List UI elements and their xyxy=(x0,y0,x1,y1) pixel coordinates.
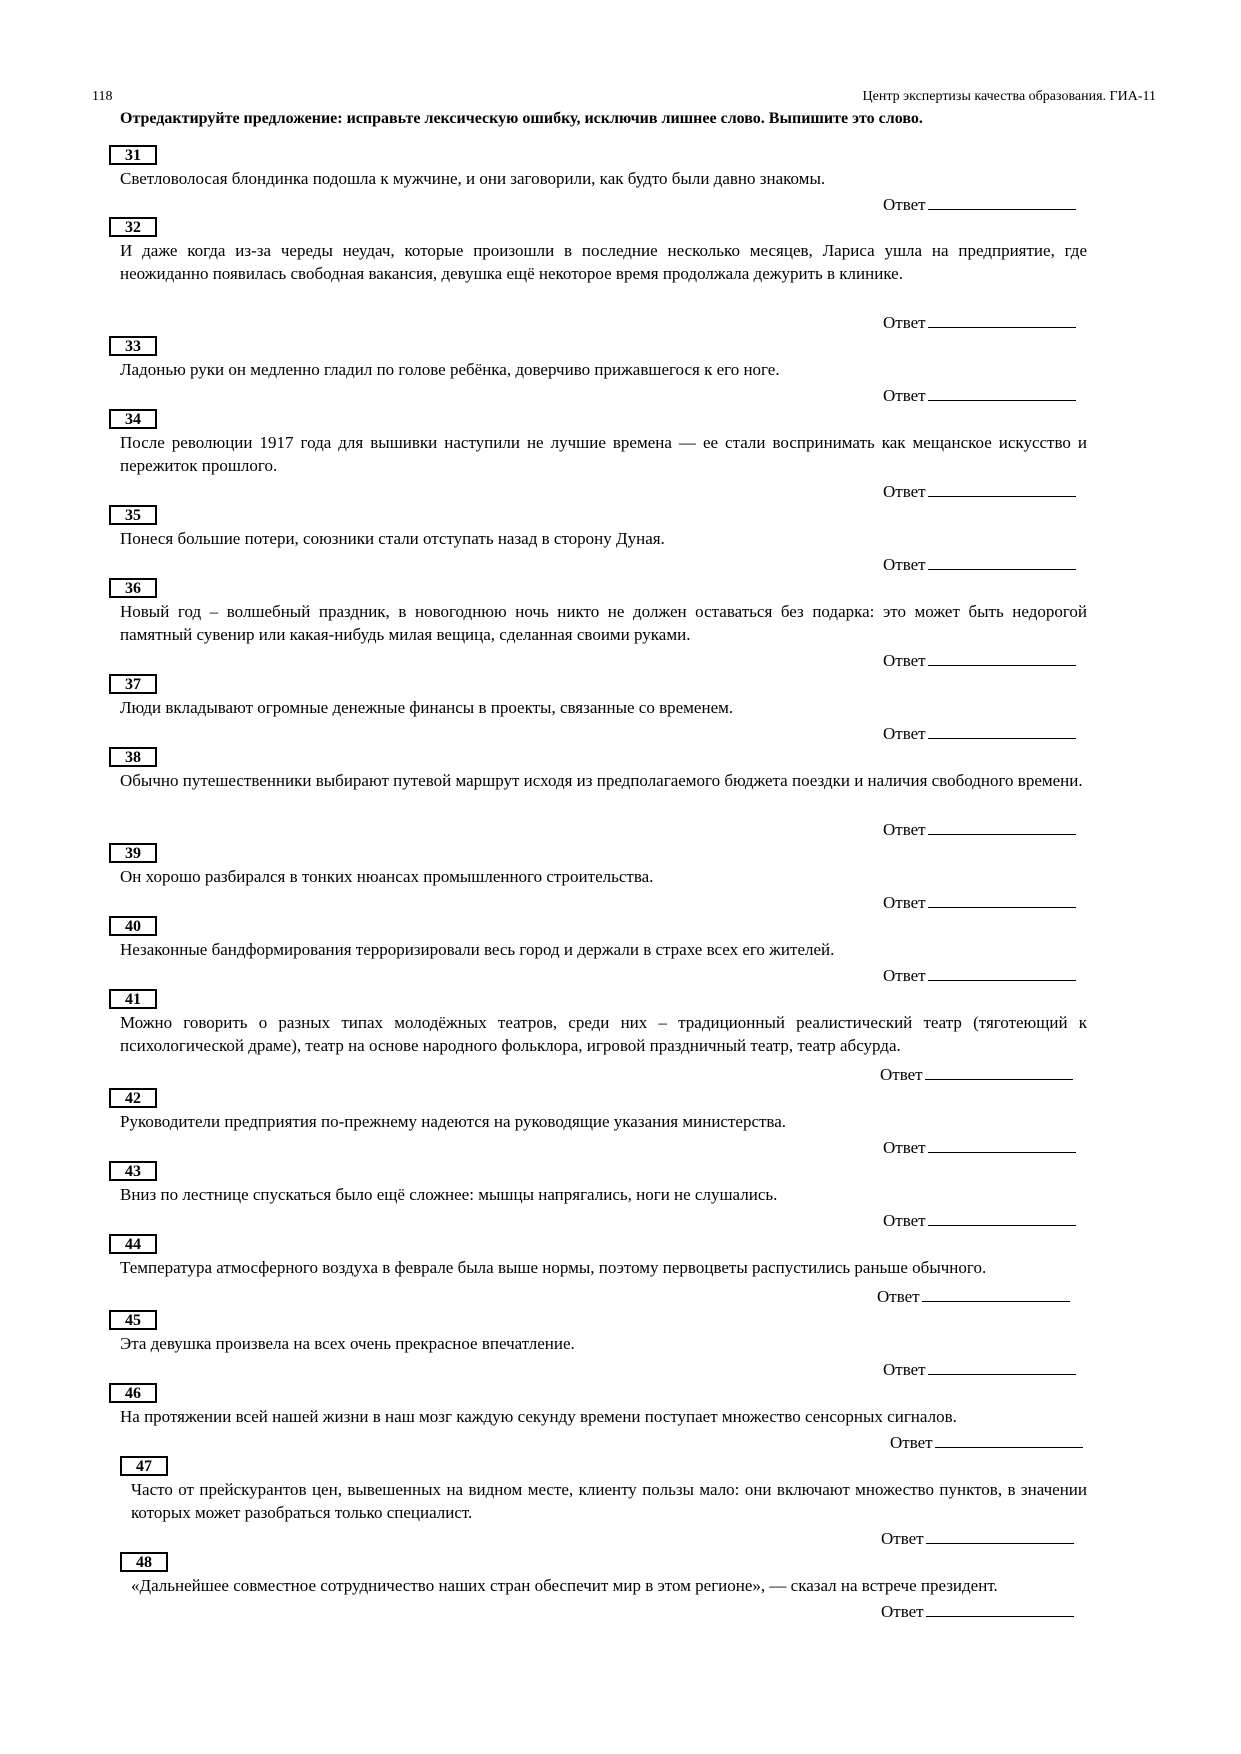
answer-label: Ответ xyxy=(883,195,926,214)
task-number-box: 48 xyxy=(120,1552,168,1572)
answer-label: Ответ xyxy=(883,966,926,985)
answer-label: Ответ xyxy=(883,555,926,574)
task-sentence: Температура атмосферного воздуха в феврале была выше нормы, поэтому первоцветы распустились раньше обычного. xyxy=(120,1258,987,1277)
answer-label: Ответ xyxy=(881,1529,924,1548)
answer-label: Ответ xyxy=(883,651,926,670)
answer-label: Ответ xyxy=(883,386,926,405)
task-sentence: «Дальнейшее совместное сотрудничество наших стран обеспечит мир в этом регионе», — сказал на встрече президент. xyxy=(131,1576,998,1595)
task-number-box: 44 xyxy=(109,1234,157,1254)
task-sentence: Люди вкладывают огромные денежные финансы в проекты, связанные со временем. xyxy=(120,698,734,717)
answer-blank-line[interactable] xyxy=(926,1600,1074,1617)
answer-blank-line[interactable] xyxy=(928,1209,1076,1226)
answer-blank-line[interactable] xyxy=(928,818,1076,835)
task-sentence: Он хорошо разбирался в тонких нюансах промышленного строительства. xyxy=(120,867,654,886)
task-number-box: 33 xyxy=(109,336,157,356)
task-number-box: 42 xyxy=(109,1088,157,1108)
answer-field[interactable] xyxy=(890,1431,1088,1453)
answer-label: Ответ xyxy=(883,1360,926,1379)
task-sentence: Вниз по лестнице спускаться было ещё сложнее: мышцы напрягались, ноги не слушались. xyxy=(120,1185,778,1204)
task-sentence: Часто от прейскурантов цен, вывешенных на видном месте, клиенту пользы мало: они включают множество пунктов, в значении которых может разобраться только специалист. xyxy=(131,1480,1087,1522)
task-number-box: 38 xyxy=(109,747,157,767)
answer-label: Ответ xyxy=(883,893,926,912)
task-sentence: Ладонью руки он медленно гладил по голове ребёнка, доверчиво прижавшегося к его ноге. xyxy=(120,360,780,379)
answer-blank-line[interactable] xyxy=(928,480,1076,497)
answer-field[interactable] xyxy=(883,480,1081,502)
answer-label: Ответ xyxy=(883,1211,926,1230)
answer-field[interactable] xyxy=(881,1600,1079,1622)
task-number-box: 43 xyxy=(109,1161,157,1181)
answer-label: Ответ xyxy=(883,313,926,332)
task-number-box: 39 xyxy=(109,843,157,863)
answer-field[interactable] xyxy=(883,722,1081,744)
task-sentence: Можно говорить о разных типах молодёжных театров, среди них – традиционный реалистический театр (тяготеющий к психологической драме), театр на основе народного фольклора, игровой праздничный театр, театр абсурда. xyxy=(120,1013,1087,1055)
task-number-box: 45 xyxy=(109,1310,157,1330)
answer-field[interactable] xyxy=(881,1527,1079,1549)
page-number: 118 xyxy=(92,89,113,104)
task-sentence: Понеся большие потери, союзники стали отступать назад в сторону Дуная. xyxy=(120,529,665,548)
answer-field[interactable] xyxy=(883,1358,1081,1380)
answer-field[interactable] xyxy=(883,1209,1081,1231)
answer-blank-line[interactable] xyxy=(928,964,1076,981)
task-sentence: Незаконные бандформирования терроризировали весь город и держали в страхе всех его жителей. xyxy=(120,940,835,959)
answer-blank-line[interactable] xyxy=(928,311,1076,328)
task-sentence: Эта девушка произвела на всех очень прекрасное впечатление. xyxy=(120,1334,575,1353)
answer-blank-line[interactable] xyxy=(928,649,1076,666)
task-sentence: И даже когда из-за череды неудач, которые произошли в последние несколько месяцев, Лариса ушла на предприятие, где неожиданно появилась свободная вакансия, девушка ещё некоторое время продолжала дежурить в клинике. xyxy=(120,241,1087,283)
answer-blank-line[interactable] xyxy=(925,1063,1073,1080)
task-number-box: 37 xyxy=(109,674,157,694)
answer-label: Ответ xyxy=(883,482,926,501)
task-sentence: Светловолосая блондинка подошла к мужчине, и они заговорили, как будто были давно знакомы. xyxy=(120,169,826,188)
task-instruction: Отредактируйте предложение: исправьте лексическую ошибку, исключив лишнее слово. Выпишите это слово. xyxy=(120,110,923,127)
answer-label: Ответ xyxy=(883,820,926,839)
answer-label: Ответ xyxy=(890,1433,933,1452)
answer-label: Ответ xyxy=(883,1138,926,1157)
task-sentence: Руководители предприятия по-прежнему надеются на руководящие указания министерства. xyxy=(120,1112,787,1131)
task-number-box: 46 xyxy=(109,1383,157,1403)
answer-field[interactable] xyxy=(880,1063,1078,1085)
answer-blank-line[interactable] xyxy=(928,722,1076,739)
answer-label: Ответ xyxy=(880,1065,923,1084)
answer-blank-line[interactable] xyxy=(928,384,1076,401)
answer-field[interactable] xyxy=(883,964,1081,986)
task-number-box: 32 xyxy=(109,217,157,237)
answer-label: Ответ xyxy=(877,1287,920,1306)
answer-label: Ответ xyxy=(883,724,926,743)
running-header: Центр экспертизы качества образования. ГИА-11 xyxy=(862,89,1156,104)
task-sentence: На протяжении всей нашей жизни в наш мозг каждую секунду времени поступает множество сенсорных сигналов. xyxy=(120,1407,957,1426)
task-number-box: 36 xyxy=(109,578,157,598)
answer-field[interactable] xyxy=(883,311,1081,333)
answer-field[interactable] xyxy=(883,818,1081,840)
task-sentence: Новый год – волшебный праздник, в новогоднюю ночь никто не должен оставаться без подарка: это может быть недорогой памятный сувенир или какая-нибудь милая вещица, сделанная своими руками. xyxy=(120,602,1087,644)
answer-blank-line[interactable] xyxy=(928,1358,1076,1375)
task-sentence: После революции 1917 года для вышивки наступили не лучшие времена — ее стали воспринимать как мещанское искусство и пережиток прошлого. xyxy=(120,433,1087,475)
answer-blank-line[interactable] xyxy=(928,891,1076,908)
task-number-box: 41 xyxy=(109,989,157,1009)
answer-blank-line[interactable] xyxy=(928,553,1076,570)
task-number-box: 31 xyxy=(109,145,157,165)
answer-field[interactable] xyxy=(883,1136,1081,1158)
answer-blank-line[interactable] xyxy=(926,1527,1074,1544)
task-sentence: Обычно путешественники выбирают путевой маршрут исходя из предполагаемого бюджета поездки и наличия свободного времени. xyxy=(120,771,1083,790)
task-number-box: 47 xyxy=(120,1456,168,1476)
answer-blank-line[interactable] xyxy=(928,193,1076,210)
answer-label: Ответ xyxy=(881,1602,924,1621)
answer-field[interactable] xyxy=(883,891,1081,913)
answer-blank-line[interactable] xyxy=(928,1136,1076,1153)
task-number-box: 35 xyxy=(109,505,157,525)
answer-field[interactable] xyxy=(883,193,1081,215)
answer-field[interactable] xyxy=(883,553,1081,575)
answer-field[interactable] xyxy=(883,649,1081,671)
task-number-box: 40 xyxy=(109,916,157,936)
task-number-box: 34 xyxy=(109,409,157,429)
answer-blank-line[interactable] xyxy=(922,1285,1070,1302)
answer-blank-line[interactable] xyxy=(935,1431,1083,1448)
answer-field[interactable] xyxy=(883,384,1081,406)
answer-field[interactable] xyxy=(877,1285,1075,1307)
